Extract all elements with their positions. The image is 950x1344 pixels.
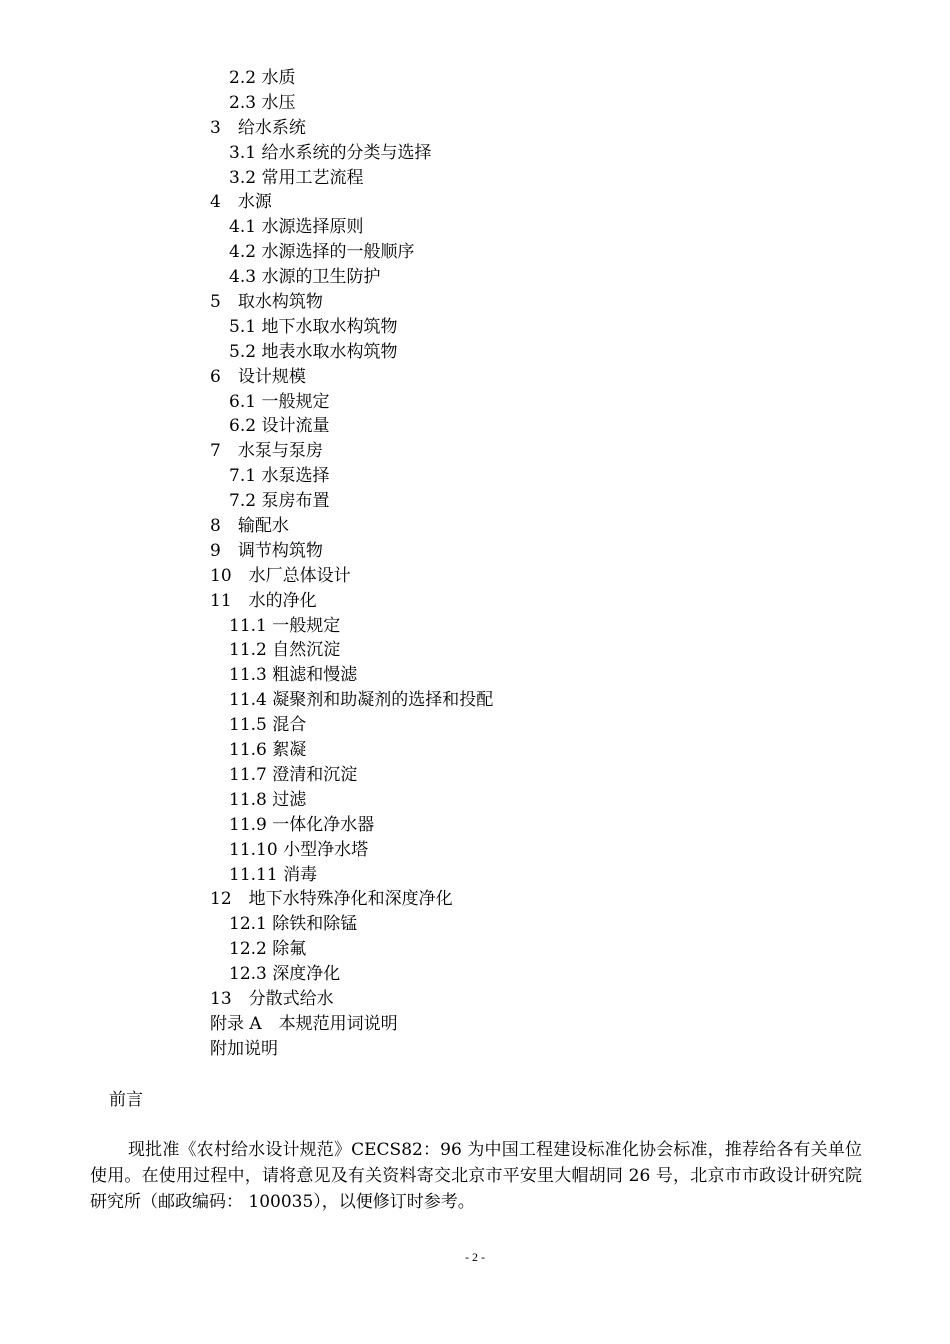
toc-chapter: 4 水源 [210,192,272,213]
toc-section: 4.2 水源选择的一般顺序 [229,242,415,263]
toc-section: 2.2 水质 [229,68,296,88]
toc-section: 5.2 地表水取水构筑物 [229,341,398,362]
toc-section: 5.1 地下水取水构筑物 [229,316,398,337]
preface-title: 前言 [109,1090,143,1110]
table-of-contents [0,66,950,1062]
toc-section: 7.2 泵房布置 [229,491,330,512]
toc-chapter: 6 设计规模 [210,366,306,387]
toc-section: 11.7 澄清和沉淀 [229,764,358,785]
toc-section: 4.1 水源选择原则 [229,217,364,238]
toc-section: 11.6 絮凝 [229,740,307,761]
preface-body: 现批准《农村给水设计规范》CECS82：96 为中国工程建设标准化协会标准，推荐给各有关单位使用。在使用过程中，请将意见及有关资料寄交北京市平安里大帽胡同 26 号，北京市市政设计研究院研究所（邮政编码： 100035），以便修订时参考。 [90,1140,862,1212]
toc-section: 11.5 混合 [229,715,307,736]
toc-chapter: 10 水厂总体设计 [210,565,351,586]
toc-section: 7.1 水泵选择 [229,466,330,487]
toc-section: 11.4 凝聚剂和助凝剂的选择和投配 [229,690,494,711]
toc-section: 11.9 一体化净水器 [229,814,375,835]
toc-section: 3.1 给水系统的分类与选择 [229,142,432,163]
toc-chapter: 附加说明 [210,1038,278,1059]
toc-chapter: 7 水泵与泵房 [210,441,323,462]
toc-chapter: 5 取水构筑物 [210,292,323,313]
toc-section: 11.3 粗滤和慢滤 [229,665,358,686]
toc-section: 6.1 一般规定 [229,391,330,412]
toc-section: 4.3 水源的卫生防护 [229,267,381,288]
toc-section: 11.10 小型净水塔 [229,839,369,860]
toc-chapter: 9 调节构筑物 [210,540,323,561]
toc-section: 12.2 除氟 [229,939,307,960]
toc-section: 11.8 过滤 [229,789,307,810]
toc-chapter: 12 地下水特殊净化和深度净化 [210,889,453,910]
toc-section: 6.2 设计流量 [229,416,330,437]
toc-chapter: 11 水的净化 [210,590,317,611]
toc-chapter: 13 分散式给水 [210,988,334,1009]
toc-section: 11.11 消毒 [229,864,318,885]
toc-section: 12.3 深度净化 [229,964,341,985]
toc-chapter: 附录 A 本规范用词说明 [210,1013,398,1034]
toc-chapter: 8 输配水 [210,516,289,537]
toc-section: 12.1 除铁和除锰 [229,914,358,935]
page-number: - 2 - [465,1250,485,1264]
toc-section: 11.2 自然沉淀 [229,640,341,661]
toc-chapter: 3 给水系统 [210,117,306,138]
toc-section: 11.1 一般规定 [229,615,341,636]
toc-section: 3.2 常用工艺流程 [229,167,364,188]
toc-section: 2.3 水压 [229,92,296,113]
